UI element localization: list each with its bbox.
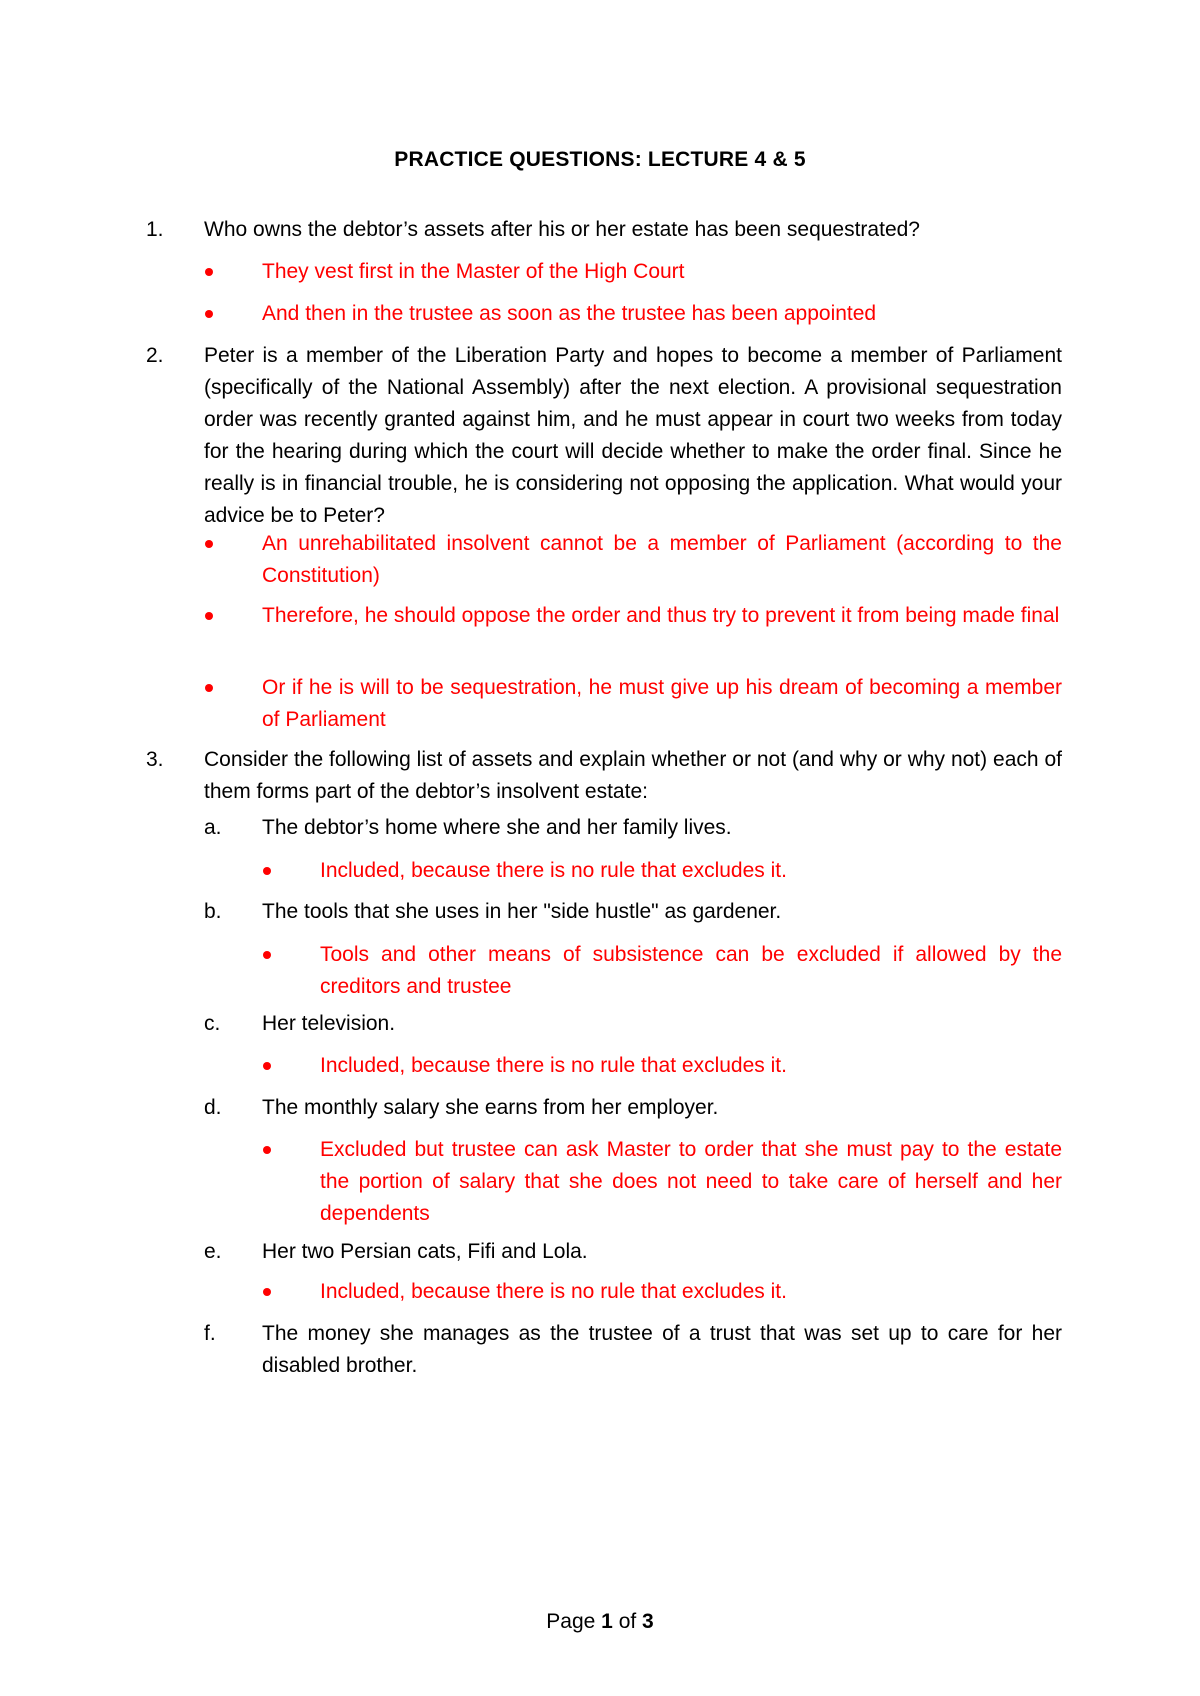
footer-page-number: 1 (601, 1610, 613, 1633)
question-3-text: Consider the following list of assets and explain whether or not (and why or why not) each of them forms part of the debtor’s insolvent estate: (204, 748, 1062, 803)
bullet-icon (205, 268, 213, 276)
item-e-letter: e. (204, 1240, 222, 1263)
bullet-icon (205, 684, 213, 692)
bullet-icon (205, 612, 213, 620)
item-c-answer: Included, because there is no rule that excludes it. (320, 1054, 787, 1077)
footer-total-pages: 3 (642, 1610, 654, 1633)
footer-page-word: Page (546, 1610, 596, 1633)
question-2-answer-2: Therefore, he should oppose the order and thus try to prevent it from being made final (262, 604, 1060, 627)
bullet-icon (263, 1146, 271, 1154)
item-b-letter: b. (204, 900, 222, 923)
item-c-letter: c. (204, 1012, 221, 1035)
question-2-text: Peter is a member of the Liberation Party and hopes to become a member of Parliament (specifically of the National Assembly) after the next election. A provisional sequestration order was recently granted against him, and he must appear in court two weeks from today for the hearing during which the court will decide whether to make the order final. Since he really is in financial trouble, he is considering not opposing the application. What would your advice be to Peter? (204, 344, 1062, 527)
bullet-icon (263, 951, 271, 959)
question-1-answer-1: They vest first in the Master of the High Court (262, 260, 685, 283)
page-footer (0, 1610, 1200, 1634)
question-2-answer-3: Or if he is will to be sequestration, he must give up his dream of becoming a member of Parliament (262, 676, 1062, 731)
item-e-answer: Included, because there is no rule that excludes it. (320, 1280, 787, 1303)
question-1-number: 1. (146, 218, 164, 241)
question-1-answer-2: And then in the trustee as soon as the trustee has been appointed (262, 302, 877, 325)
item-f-text: The money she manages as the trustee of a trust that was set up to care for her disabled brother. (262, 1322, 1062, 1377)
question-1-text: Who owns the debtor’s assets after his or her estate has been sequestrated? (204, 218, 920, 241)
bullet-icon (263, 1062, 271, 1070)
bullet-icon (263, 867, 271, 875)
question-2-number: 2. (146, 344, 164, 367)
item-b-text: The tools that she uses in her "side hustle" as gardener. (262, 900, 782, 923)
bullet-icon (205, 310, 213, 318)
item-a-letter: a. (204, 816, 222, 839)
item-c-text: Her television. (262, 1012, 396, 1035)
item-a-answer: Included, because there is no rule that excludes it. (320, 859, 787, 882)
item-a-text: The debtor’s home where she and her family lives. (262, 816, 732, 839)
item-f-letter: f. (204, 1322, 216, 1345)
page-title: PRACTICE QUESTIONS: LECTURE 4 & 5 (394, 148, 806, 171)
item-b-answer: Tools and other means of subsistence can be excluded if allowed by the creditors and trustee (320, 943, 1062, 998)
footer-of-word: of (618, 1610, 637, 1633)
question-3-number: 3. (146, 748, 164, 771)
bullet-icon (263, 1288, 271, 1296)
item-e-text: Her two Persian cats, Fifi and Lola. (262, 1240, 588, 1263)
item-d-answer: Excluded but trustee can ask Master to order that she must pay to the estate the portion of salary that she does not need to take care of herself and her dependents (320, 1138, 1062, 1225)
bullet-icon (205, 540, 213, 548)
question-2-answer-1: An unrehabilitated insolvent cannot be a member of Parliament (according to the Constitution) (262, 532, 1062, 587)
item-d-text: The monthly salary she earns from her employer. (262, 1096, 719, 1119)
item-d-letter: d. (204, 1096, 222, 1119)
